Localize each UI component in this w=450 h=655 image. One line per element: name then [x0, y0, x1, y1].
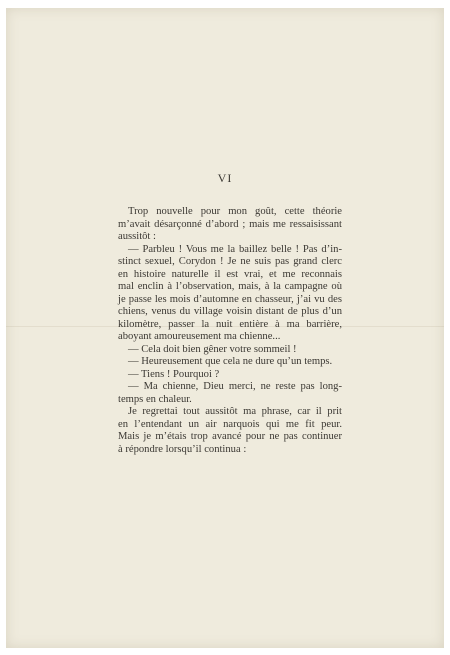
- text-line: Je regrettai tout aussitôt ma phrase, car il prit: [128, 406, 342, 417]
- text-line: — Ma chienne, Dieu merci, ne reste pas long-: [128, 381, 342, 392]
- text-line: stinct sexuel, Corydon ! Je ne suis pas grand clerc: [118, 256, 342, 267]
- text-line: je passe les mois d’automne en chasseur, j’ai vu des: [118, 293, 342, 305]
- chapter-number: VI: [217, 171, 233, 185]
- text-line: mal enclin à l’observation, mais, à la campagne où: [118, 281, 342, 292]
- text-line: chiens, venus du village voisin distant de plus d’un: [118, 306, 342, 317]
- text-line: aboyant amoureusement ma chienne...: [118, 331, 281, 342]
- text-line: — Cela doit bien gêner votre sommeil !: [128, 343, 297, 355]
- text-line: — Tiens ! Pourquoi ?: [128, 368, 220, 380]
- paper-sheet: [6, 8, 444, 648]
- body-text: [118, 206, 342, 456]
- text-line: Mais je m’étais trop avancé pour ne pas continuer: [118, 431, 342, 442]
- text-line: Trop nouvelle pour mon goût, cette théorie: [128, 206, 342, 217]
- text-line: à répondre lorsqu’il continua :: [118, 443, 247, 455]
- text-line: — Parbleu ! Vous me la baillez belle ! Pas d’in-: [128, 243, 342, 255]
- text-line: en histoire naturelle il est vrai, et me reconnais: [118, 268, 342, 280]
- text-line: temps en chaleur.: [118, 393, 192, 405]
- text-line: — Heureusement que cela ne dure qu’un temps.: [128, 356, 333, 367]
- text-line: aussitôt :: [118, 231, 156, 242]
- text-line: m’avait désarçonné d’abord ; mais me ressaisissant: [118, 218, 342, 230]
- text-line: en l’entendant un air narquois qui me fit peur.: [118, 418, 342, 430]
- text-line: kilomètre, passer la nuit entière à ma barrière,: [118, 318, 342, 330]
